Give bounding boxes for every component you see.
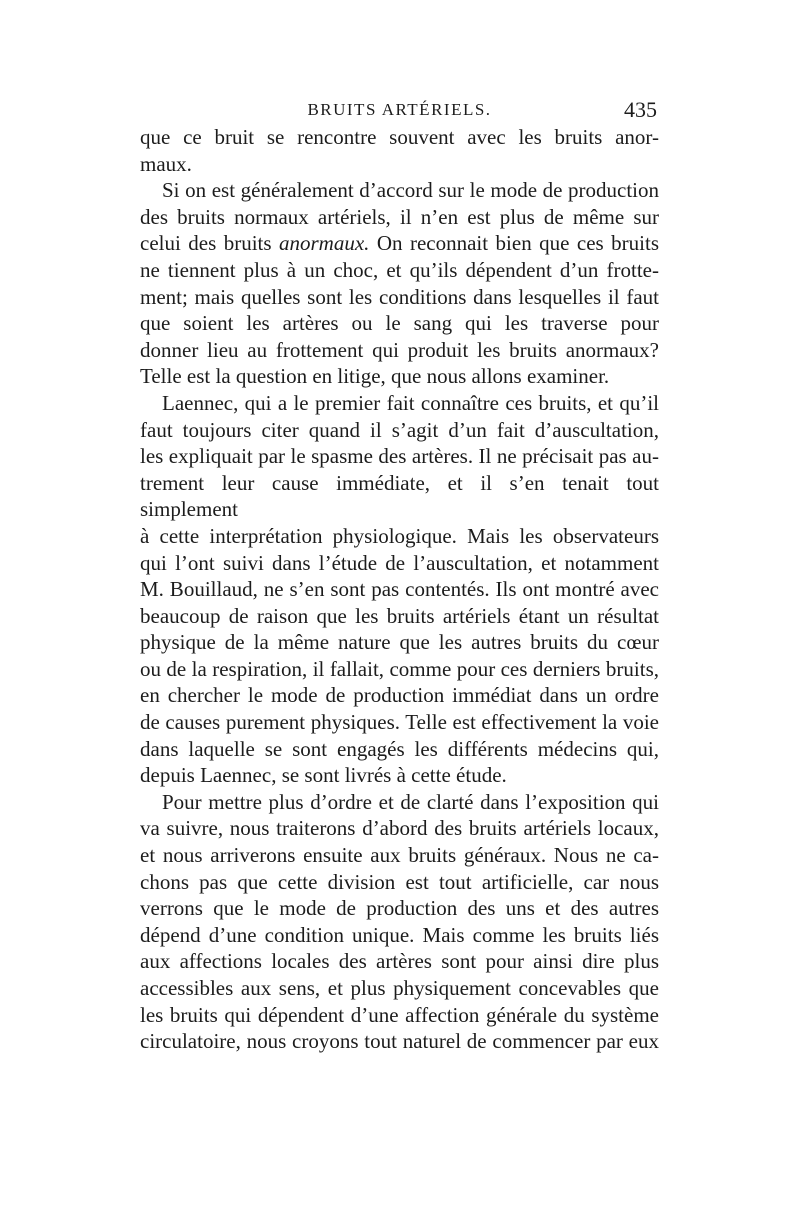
text-line: circulatoire, nous croyons tout naturel de commencer par eux — [140, 1029, 659, 1054]
text-line: va suivre, nous traiterons d’abord des bruits artériels locaux, — [140, 816, 659, 841]
page-number: 435 — [624, 97, 657, 122]
text-line: ne tiennent plus à un choc, et qu’ils dépendent d’un frotte- — [140, 257, 659, 282]
text-line: depuis Laennec, se sont livrés à cette étude. — [140, 763, 507, 788]
text-line: dans laquelle se sont engagés les différents médecins qui, — [140, 736, 659, 761]
running-head — [140, 96, 659, 124]
text-line: que ce bruit se rencontre souvent avec les bruits anor- — [140, 125, 659, 149]
text-line: Laennec, qui a le premier fait connaître ces bruits, et qu’il — [162, 390, 659, 415]
text-line: Si on est généralement d’accord sur le mode de production — [162, 178, 659, 203]
text-line: qui l’ont suivi dans l’étude de l’auscultation, et notamment — [140, 550, 659, 575]
text-line: ment; mais quelles sont les conditions dans lesquelles il faut — [140, 284, 659, 309]
text-line: aux affections locales des artères sont pour ainsi dire plus — [140, 949, 659, 974]
text-line: accessibles aux sens, et plus physiquement concevables que — [140, 976, 659, 1000]
text-line: trement leur cause immédiate, et il s’en tenait tout simplement — [140, 470, 659, 522]
text-line: beaucoup de raison que les bruits artériels étant un résultat — [140, 603, 659, 628]
text-line: Telle est la question en litige, que nous allons examiner. — [140, 364, 610, 389]
text-line: donner lieu au frottement qui produit les bruits anormaux? — [140, 337, 659, 362]
text-line: que soient les artères ou le sang qui les traverse pour — [140, 311, 659, 336]
text-line: maux. — [140, 151, 192, 176]
text-line: les bruits qui dépendent d’une affection générale du système — [140, 1002, 659, 1027]
text-run: celui des bruits — [140, 231, 279, 256]
text-line: physique de la même nature que les autres bruits du cœur — [140, 630, 659, 655]
text-line: faut toujours citer quand il s’agit d’un fait d’auscultation, — [140, 417, 659, 442]
text-line: des bruits normaux artériels, il n’en est plus de même sur — [140, 204, 659, 229]
text-line: de causes purement physiques. Telle est effectivement la voie — [140, 710, 659, 735]
text-line: Pour mettre plus d’ordre et de clarté dans l’exposition qui — [162, 789, 659, 814]
text-line: M. Bouillaud, ne s’en sont pas contentés. Ils ont montré avec — [140, 577, 659, 602]
running-title: BRUITS ARTÉRIELS. — [307, 100, 492, 119]
italic-run: anormaux. — [278, 231, 370, 256]
text-line — [140, 230, 659, 257]
text-line: en chercher le mode de production immédiat dans un ordre — [140, 683, 659, 708]
book-page — [140, 96, 659, 1055]
text-line: chons pas que cette division est tout artificielle, car nous — [140, 869, 659, 894]
text-run: On reconnait bien que ces bruits — [369, 231, 659, 256]
text-line: dépend d’une condition unique. Mais comme les bruits liés — [140, 922, 659, 947]
text-line: à cette interprétation physiologique. Mais les observateurs — [140, 523, 659, 548]
text-line: les expliquait par le spasme des artères. Il ne précisait pas au- — [140, 444, 659, 469]
text-line: verrons que le mode de production des uns et des autres — [140, 896, 659, 921]
text-line: ou de la respiration, il fallait, comme pour ces derniers bruits, — [140, 656, 659, 681]
text-line: et nous arriverons ensuite aux bruits généraux. Nous ne ca- — [140, 843, 659, 868]
body-text — [140, 124, 659, 1055]
